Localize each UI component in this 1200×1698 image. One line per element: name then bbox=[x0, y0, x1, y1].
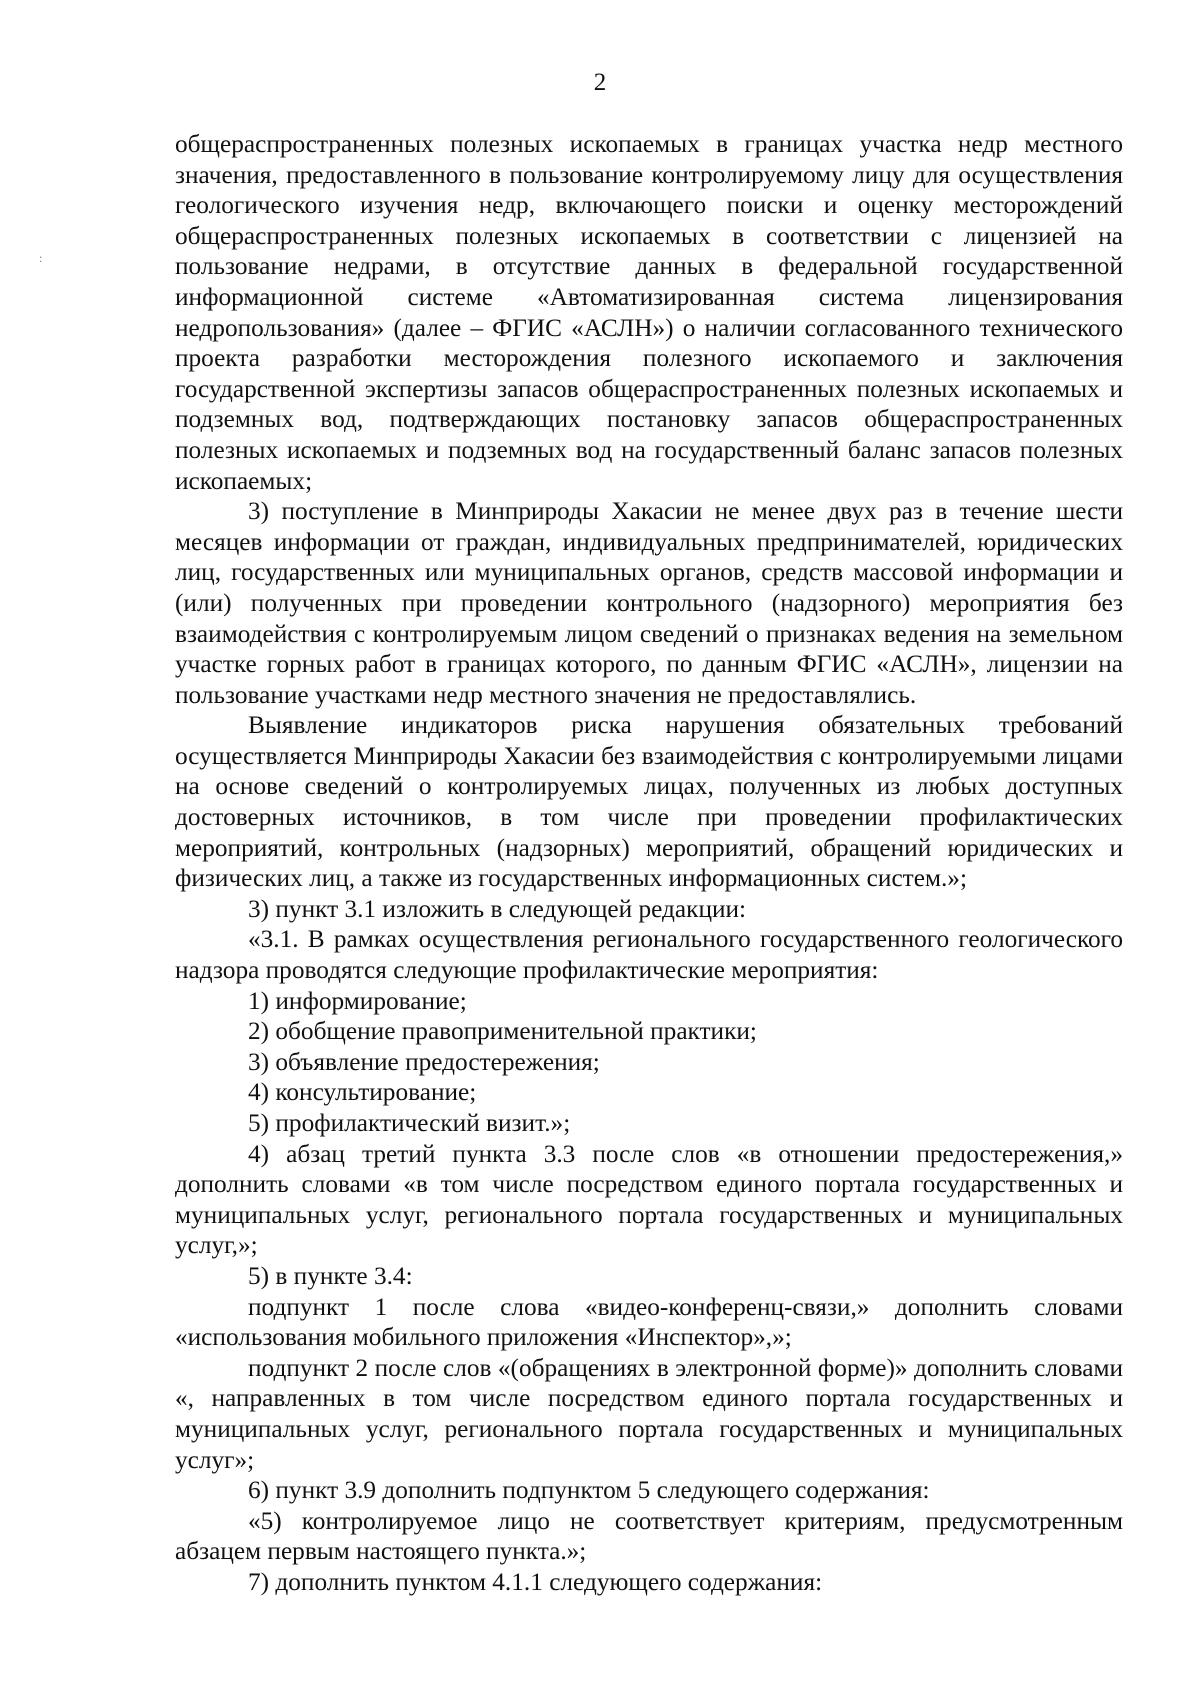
paragraph: «5) контролируемое лицо не соответствует критериям, предусмотренным абзацем первым настоящего пункта.»; bbox=[175, 1506, 1123, 1566]
paragraph: Выявление индикаторов риска нарушения обязательных требований осуществляется Минприроды Хакасии без взаимодействия с контролируемыми лицами на основе сведений о контролируемых лицах, полученных из любых доступных достоверных источников, в том числе при проведении профилактических мероприятий, контрольных (надзорных) мероприятий, обращений юридических и физических лиц, а также из государственных информационных систем.»; bbox=[175, 711, 1123, 893]
paragraph: общераспространенных полезных ископаемых в границах участка недр местного значения, предоставленного в пользование контролируемому лицу для осуществления геологического изучения недр, включающего поиски и оценку месторождений общераспространенных полезных ископаемых в соответствии с лицензией на пользование недрами, в отсутствие данных в федеральной государственной информационной системе «Автоматизированная система лицензирования недропользования» (далее – ФГИС «АСЛН») о наличии согласованного технического проекта разработки месторождения полезного ископаемого и заключения государственной экспертизы запасов общераспространенных полезных ископаемых и подземных вод, подтверждающих постановку запасов общераспространенных полезных ископаемых и подземных вод на государственный баланс запасов полезных ископаемых; bbox=[175, 130, 1123, 495]
paragraph: подпункт 2 после слов «(обращениях в электронной форме)» дополнить словами «, направленных в том числе посредством единого портала государственных и муниципальных услуг, регионального портала государственных и муниципальных услуг»; bbox=[175, 1353, 1123, 1474]
paragraph: 5) в пункте 3.4: bbox=[248, 1261, 413, 1290]
list-item: 4) консультирование; bbox=[248, 1078, 477, 1107]
paragraph: 3) поступление в Минприроды Хакасии не менее двух раз в течение шести месяцев информации от граждан, индивидуальных предпринимателей, юридических лиц, государственных или муниципальных органов, средств массовой информации и (или) полученных при проведении контрольного (надзорного) мероприятия без взаимодействия с контролируемым лицом сведений о признаках ведения на земельном участке горных работ в границах которого, по данным ФГИС «АСЛН», лицензии на пользование участками недр местного значения не предоставлялись. bbox=[175, 497, 1123, 709]
paragraph: 6) пункт 3.9 дополнить подпунктом 5 следующего содержания: bbox=[248, 1476, 930, 1505]
list-item: 5) профилактический визит.»; bbox=[248, 1109, 571, 1137]
paragraph: 3) пункт 3.1 изложить в следующей редакции: bbox=[248, 894, 747, 923]
margin-mark: : bbox=[39, 251, 43, 265]
list-item: 3) объявление предостережения; bbox=[248, 1047, 600, 1076]
paragraph: подпункт 1 после слова «видео-конференц-связи,» дополнить словами «использования мобильного приложения «Инспектор»,»; bbox=[175, 1292, 1123, 1352]
list-item: 1) информирование; bbox=[248, 986, 467, 1015]
list-item: 2) обобщение правоприменительной практики; bbox=[248, 1017, 757, 1046]
page-number: 2 bbox=[593, 69, 607, 96]
body-text bbox=[175, 129, 1123, 1598]
paragraph: «3.1. В рамках осуществления регионального государственного геологического надзора проводятся следующие профилактические мероприятия: bbox=[175, 925, 1123, 985]
paragraph: 7) дополнить пунктом 4.1.1 следующего содержания: bbox=[248, 1567, 823, 1596]
paragraph: 4) абзац третий пункта 3.3 после слов «в отношении предостережения,» дополнить словами «в том числе посредством единого портала государственных и муниципальных услуг, регионального портала государственных и муниципальных услуг,»; bbox=[175, 1139, 1123, 1260]
